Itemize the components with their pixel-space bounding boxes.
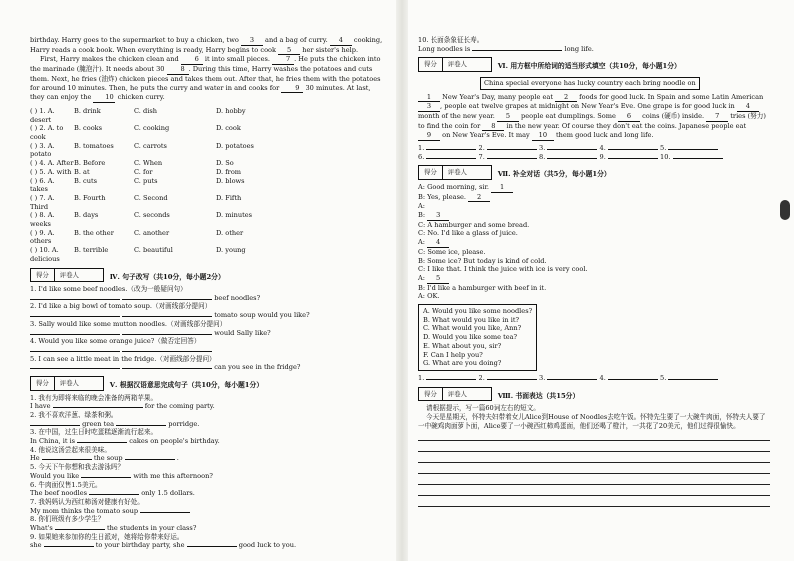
option-cell: D. young xyxy=(216,246,246,255)
section-4-items xyxy=(30,285,385,372)
option-cell: B. Before xyxy=(74,159,106,168)
grader-label: 评卷人 xyxy=(59,270,79,279)
option-cell: D. hobby xyxy=(216,106,246,115)
passage-text: them good luck and long life. xyxy=(553,131,654,140)
blank-number[interactable]: 8 xyxy=(167,65,189,75)
dialog-option: D. Would you like some tea? xyxy=(423,333,518,342)
option-cell: B. drink xyxy=(74,106,101,115)
answer-line xyxy=(30,524,385,533)
passage-text: and a bag of curry. xyxy=(262,36,330,44)
score-box xyxy=(418,387,492,401)
answer-blank[interactable] xyxy=(547,149,597,150)
option-cell: B. cooks xyxy=(74,124,103,133)
blank-number[interactable]: 9 xyxy=(281,84,303,94)
answer-line xyxy=(30,472,385,481)
score-box xyxy=(30,268,104,282)
question-text: 4. 他说这汤尝起来很美味。 xyxy=(30,445,111,454)
passage-text: tries (努力) to find the coin for xyxy=(418,111,766,130)
option-cell: D. Fifth xyxy=(216,193,242,202)
passage-text: New Year's Day, many people eat xyxy=(440,92,556,101)
answer-head: Would you like xyxy=(30,471,82,480)
option-cell: D. cook xyxy=(216,124,241,133)
answer-tail: for the coming party. xyxy=(142,402,215,411)
answer-blank[interactable] xyxy=(608,158,658,159)
question-text: 1. 我有为即将来临的晚会准备的两箱苹果。 xyxy=(30,393,158,402)
option-row xyxy=(30,246,385,263)
passage-text: month of the new year. xyxy=(418,111,497,120)
dialog-option: G. What are you doing? xyxy=(423,359,502,368)
answer-blank[interactable] xyxy=(673,158,723,159)
answer-line-2 xyxy=(418,153,770,162)
option-cell: C. Second xyxy=(134,193,168,202)
option-row xyxy=(30,142,385,159)
answer-segment: with me this afternoon? xyxy=(131,471,213,480)
dialog-blank[interactable]: 4 xyxy=(427,238,449,248)
passage-text: on New Year's Eve. It may xyxy=(440,131,532,140)
option-cell: C. cooking xyxy=(134,124,170,133)
blank[interactable] xyxy=(53,407,143,408)
answer-head: My mom thinks the tomato soup xyxy=(30,506,141,515)
blank-number[interactable]: 6 xyxy=(618,112,640,122)
question-text: 5. 今天下午你想和我去游泳吗？ xyxy=(30,463,125,472)
answer-blank[interactable] xyxy=(668,149,718,150)
option-row xyxy=(30,229,385,246)
answer-head: He xyxy=(30,454,42,463)
dialog-option: F. Can I help you? xyxy=(423,350,483,359)
blank[interactable] xyxy=(30,368,120,369)
score-label: 得分 xyxy=(419,388,443,400)
writing-line[interactable] xyxy=(418,463,770,474)
dialog-text: A: Good morning, sir. xyxy=(418,182,492,191)
writing-line[interactable] xyxy=(418,441,770,452)
blank-number[interactable]: 3 xyxy=(418,102,440,112)
blank-number[interactable]: 1 xyxy=(418,93,440,103)
answer-line xyxy=(30,454,385,463)
score-box xyxy=(418,57,492,71)
dialog-option: E. What about you, sir? xyxy=(423,341,502,350)
dialog-line xyxy=(418,221,770,230)
question-text: 8. 你们班级有多少学生？ xyxy=(30,515,105,524)
dialog-blank[interactable]: 1 xyxy=(491,183,513,193)
passage-text: cooking, Harry reads a cook book. When everything is ready, Harry begins to cook xyxy=(30,36,383,54)
answer-head: she xyxy=(30,541,44,550)
blank-number[interactable]: 5 xyxy=(278,46,300,56)
question-text: 1. I'd like some beef noodles.（改为一般疑问句） xyxy=(30,285,187,294)
section-8-title: Ⅷ. 书面表达（共15分） xyxy=(497,391,580,400)
passage-text: in the new year. Of course they don't eat the coins. Japanese people eat xyxy=(504,121,747,130)
answer-line xyxy=(30,489,385,498)
option-cell: C. for xyxy=(134,167,153,176)
option-cell: C. another xyxy=(134,228,170,237)
option-cell: ( ) 3. A. potato xyxy=(30,141,55,159)
answer-blank[interactable] xyxy=(426,379,476,380)
dialog-text: C: Some ice, please. xyxy=(418,247,486,256)
answer-blank[interactable] xyxy=(487,379,537,380)
dialog-text: C: No. I'd like a glass of juice. xyxy=(418,229,518,238)
option-row xyxy=(30,177,385,194)
grader-label: 评卷人 xyxy=(447,168,467,177)
dialog-text: B: Yes, please. xyxy=(418,192,469,201)
blank[interactable] xyxy=(122,351,212,352)
dialog-blank[interactable]: 5 xyxy=(427,274,449,284)
option-row xyxy=(30,168,385,177)
question-text: 7. 我妈妈认为西红柿汤对健康有好处。 xyxy=(30,497,144,506)
score-label: 得分 xyxy=(31,269,55,281)
answer-blank[interactable] xyxy=(487,158,537,159)
blank-number[interactable]: 9 xyxy=(418,131,440,141)
option-cell: C. carrots xyxy=(134,141,167,150)
item-10-fill xyxy=(418,45,770,54)
dialog-option: A. Would you like some noodles? xyxy=(423,307,533,316)
answer-blank[interactable] xyxy=(608,149,658,150)
option-cell: D. potatoes xyxy=(216,141,254,150)
option-cell: ( ) 2. A. to cook xyxy=(30,124,64,142)
score-label: 得分 xyxy=(419,166,443,178)
blank-number[interactable]: 10 xyxy=(93,93,115,103)
answer-segment: only 1.5 dollars. xyxy=(139,489,195,498)
answer-number: 2. xyxy=(478,144,487,153)
question-text: 2. 我不喜欢洋葱、绿茶和粥。 xyxy=(30,410,118,419)
blank[interactable] xyxy=(30,425,80,426)
answer-tail: tomato soup would you like? xyxy=(212,311,310,320)
passage-text: birthday. Harry goes to the supermarket to buy a chicken, two xyxy=(30,36,241,44)
blank[interactable] xyxy=(122,316,212,317)
section-4-header xyxy=(30,264,385,285)
section-5-items xyxy=(30,394,385,551)
answer-line-3 xyxy=(418,374,770,383)
answer-blank[interactable] xyxy=(668,379,718,380)
dialog-text: B: Some ice? But today is kind of cold. xyxy=(418,256,547,265)
cloze-passage xyxy=(30,36,385,103)
passage-text: , people eat twelve grapes at midnight on New Year's Eve. One grape is for good luck in xyxy=(440,102,737,111)
answer-number: 2. xyxy=(478,374,487,382)
right-column xyxy=(418,36,770,507)
answer-line xyxy=(30,363,385,372)
cloze-options xyxy=(30,107,385,264)
answer-line-1 xyxy=(418,144,770,153)
blank[interactable] xyxy=(30,351,120,352)
dialog-text: B: xyxy=(418,211,428,220)
option-cell: ( ) 7. A. Third xyxy=(30,193,55,211)
question-text: 5. I can see a little meat in the fridge.（对画线部分提问） xyxy=(30,354,216,363)
answer-number: 3. xyxy=(539,374,548,382)
question-text: 4. Would you like some orange juice?（做否定回答） xyxy=(30,337,201,346)
answer-segment: the soup xyxy=(91,454,125,463)
answer-number: 4. xyxy=(599,374,608,382)
dialog-text: B: I'd like a hamburger with beef in it. xyxy=(418,283,547,292)
option-cell: C. puts xyxy=(134,176,158,185)
answer-number: 4. xyxy=(599,144,608,153)
answer-line xyxy=(30,402,385,411)
writing-body: 今天是星期天，怀特夫妇带着女儿Alice到House of Noodles去吃午饭。怀特先生要了一大碗牛肉面，怀特夫人要了一中碗鸡肉面萝卜面，Alice要了一小碗西红柿鸡蛋面，他们还喝了橙汁，一共花了20美元，他们过得很愉快。 xyxy=(418,412,766,430)
answer-segment: green tea xyxy=(80,419,117,428)
option-cell: B. Fourth xyxy=(74,193,106,202)
answer-segment: to your birthday party, she xyxy=(93,541,187,550)
dialog-line xyxy=(418,193,770,203)
item-10 xyxy=(418,36,770,45)
answer-number: 9. xyxy=(599,152,608,161)
dialog-blank[interactable]: 3 xyxy=(427,211,449,221)
option-cell: ( ) 6. A. takes xyxy=(30,176,55,194)
blank-number[interactable]: 7 xyxy=(706,112,728,122)
option-cell: D. minutes xyxy=(216,211,253,220)
option-cell: D. So xyxy=(216,159,234,168)
passage-paragraph xyxy=(30,36,385,55)
answer-blank[interactable] xyxy=(426,149,476,150)
answer-number: 1. xyxy=(418,374,427,382)
blank-number[interactable]: 8 xyxy=(482,122,504,132)
dialog-line xyxy=(418,265,770,274)
dialog-text: C: I like that. I think the juice with ice is very cool. xyxy=(418,265,588,274)
grader-label: 评卷人 xyxy=(59,379,79,388)
dialog-option: B. What would you like in it? xyxy=(423,315,520,324)
option-row xyxy=(30,107,385,124)
answer-number: 10. xyxy=(660,152,673,161)
blank-number[interactable]: 10 xyxy=(532,131,554,141)
blank[interactable] xyxy=(122,368,212,369)
option-row xyxy=(30,194,385,211)
section-6-title: Ⅵ. 用方框中所给词的适当形式填空（共10分，每小题1分） xyxy=(497,62,681,71)
answer-number: 8. xyxy=(539,152,548,161)
dialog-line xyxy=(418,292,770,301)
item-10-text: 10. 长面条象征长寿。 xyxy=(418,36,484,44)
dialog-line xyxy=(418,238,770,248)
score-label: 得分 xyxy=(31,377,55,389)
blank[interactable] xyxy=(30,334,120,335)
answer-segment: . xyxy=(174,454,179,463)
blank-number[interactable]: 3 xyxy=(241,36,263,46)
passage-text: it into small pieces. xyxy=(202,55,273,64)
dialog-line xyxy=(418,229,770,238)
answer-head: I have xyxy=(30,402,53,411)
passage-text: First, Harry makes the chicken clean and xyxy=(40,55,181,64)
binding-tab xyxy=(780,200,790,220)
question-text: 3. Sally would like some mutton noodles.（对画线部分提问） xyxy=(30,319,227,328)
answer-line xyxy=(30,329,385,338)
answer-tail: can you see in the fridge? xyxy=(212,363,301,372)
question-text: 6. 牛肉面仅售1.5美元。 xyxy=(30,480,102,489)
dialog-line xyxy=(418,202,770,211)
writing-prompt: 请根据提示，写一篇60词左右的短文。 xyxy=(426,404,540,413)
blank[interactable] xyxy=(122,299,212,300)
answer-number: 5. xyxy=(660,374,669,382)
blank[interactable] xyxy=(125,459,175,460)
option-cell: ( ) 10. A. delicious xyxy=(30,246,60,263)
section-4-title: Ⅳ. 句子改写（共10分，每小题2分） xyxy=(109,272,225,281)
dialog-option: C. What would you like, Ann? xyxy=(423,324,522,333)
answer-line xyxy=(30,311,385,320)
option-cell: B. cuts xyxy=(74,176,98,185)
option-cell: B. terrible xyxy=(74,246,109,255)
option-row xyxy=(30,211,385,228)
dialog-line xyxy=(418,183,770,193)
option-cell: B. tomatoes xyxy=(74,141,114,150)
option-cell: C. When xyxy=(134,159,163,168)
answer-blank[interactable] xyxy=(608,379,658,380)
answer-segment: porridge. xyxy=(166,419,200,428)
option-cell: B. at xyxy=(74,167,90,176)
answer-blank[interactable] xyxy=(487,149,537,150)
section-8-header xyxy=(418,383,770,404)
dialog-line xyxy=(418,257,770,266)
dialog-blank[interactable]: 2 xyxy=(468,193,490,203)
dialog-line xyxy=(418,211,770,221)
passage-paragraph xyxy=(30,55,385,103)
answer-number: 6. xyxy=(418,152,427,161)
fill-passage xyxy=(418,93,770,142)
dialog-text: A: xyxy=(418,238,428,247)
answer-head: In China, it is xyxy=(30,437,78,446)
grader-label: 评卷人 xyxy=(447,60,467,69)
option-row xyxy=(30,159,385,168)
blank[interactable] xyxy=(89,494,139,495)
blank-number[interactable]: 6 xyxy=(181,55,203,65)
option-cell: D. other xyxy=(216,228,244,237)
fill-start: Long noodles is xyxy=(418,44,471,53)
option-cell: ( ) 8. A. weeks xyxy=(30,211,55,229)
answer-line xyxy=(30,437,385,446)
section-5-title: Ⅴ. 根据汉语意思完成句子（共10分，每小题1分） xyxy=(109,381,264,390)
blank[interactable] xyxy=(30,316,120,317)
blank[interactable] xyxy=(81,477,131,478)
answer-segment: the students in your class? xyxy=(104,524,197,533)
passage-text: coins (硬币) inside. xyxy=(639,111,707,120)
passage-text: . He puts the chicken into the marinade (腌泡汁). It needs about 30 xyxy=(30,55,381,74)
blank[interactable] xyxy=(472,50,562,51)
blank-number[interactable]: 5 xyxy=(497,112,519,122)
answer-blank[interactable] xyxy=(426,158,476,159)
answer-number: 1. xyxy=(418,144,427,153)
option-cell: C. dish xyxy=(134,106,157,115)
dialog-text: A: xyxy=(418,273,428,282)
score-label: 得分 xyxy=(419,58,443,70)
passage-text: chicken curry. xyxy=(115,93,165,102)
dialog-lines xyxy=(418,183,770,301)
score-box xyxy=(30,376,104,390)
blank[interactable] xyxy=(55,529,105,530)
score-box xyxy=(418,165,492,179)
option-cell: B. days xyxy=(74,211,99,220)
answer-segment: cakes on people's birthday. xyxy=(127,437,220,446)
option-cell: ( ) 9. A. others xyxy=(30,228,55,246)
page-gutter xyxy=(396,0,408,561)
dialog-line xyxy=(418,284,770,293)
blank[interactable] xyxy=(122,334,212,335)
answer-line xyxy=(30,541,385,550)
passage-text: people eat dumplings. Some xyxy=(518,111,618,120)
dialog-text: A: OK. xyxy=(418,292,440,301)
option-cell: C. beautiful xyxy=(134,246,173,255)
blank[interactable] xyxy=(116,425,166,426)
blank-number[interactable]: 7 xyxy=(272,55,294,65)
section-7-header xyxy=(418,161,770,182)
dialog-text: C: A hamburger and some bread. xyxy=(418,220,530,229)
option-cell: ( ) 5. A. with xyxy=(30,167,72,176)
dialog-options-box xyxy=(418,304,537,371)
option-cell: D. from xyxy=(216,167,242,176)
option-cell: ( ) 1. A. desert xyxy=(30,106,55,124)
writing-lines[interactable] xyxy=(418,430,770,507)
answer-head: What's xyxy=(30,524,55,533)
answer-blank[interactable] xyxy=(547,158,597,159)
option-cell: C. seconds xyxy=(134,211,170,220)
writing-line[interactable] xyxy=(418,430,770,441)
section-7-title: Ⅶ. 补全对话（共5分，每小题1分） xyxy=(497,170,611,179)
question-text: 2. I'd like a big bowl of tomato soup.（对画线部分提问） xyxy=(30,302,212,311)
answer-number: 7. xyxy=(478,152,487,161)
writing-line[interactable] xyxy=(418,485,770,496)
blank[interactable] xyxy=(77,442,127,443)
left-column xyxy=(30,36,385,550)
passage-text: . During this time, Harry washes the potatoes and cuts them. Next, he fries (油炸) chicken pieces and takes them out. After that, he fries them with the potatoes for around 10 minutes. Then, he puts the curry and water in and cooks for xyxy=(30,65,381,92)
blank[interactable] xyxy=(44,546,94,547)
answer-head: The beef noodles xyxy=(30,489,90,498)
dialog-text: A: xyxy=(418,202,425,211)
question-text: 9. 如果她来参加你的生日派对，她将给你带来好运。 xyxy=(30,532,184,541)
dialog-line xyxy=(418,274,770,284)
option-cell: D. blows xyxy=(216,176,245,185)
question-text: 3. 在中国，过生日时吃蛋糕逐渐流行起来。 xyxy=(30,428,158,437)
blank[interactable] xyxy=(140,512,190,513)
blank-number[interactable]: 4 xyxy=(330,36,352,46)
answer-number: 5. xyxy=(660,144,669,153)
grader-label: 评卷人 xyxy=(447,389,467,398)
fill-end: long life. xyxy=(564,44,594,53)
option-cell: ( ) 4. A. After xyxy=(30,159,74,168)
section-6-header xyxy=(418,53,770,74)
passage-text: 30 minutes. At last, they can enjoy the xyxy=(30,83,371,102)
option-row xyxy=(30,124,385,141)
writing-line[interactable] xyxy=(418,474,770,485)
section-5-header xyxy=(30,372,385,393)
blank-number[interactable]: 2 xyxy=(555,93,577,103)
answer-tail: would Sally like? xyxy=(212,328,271,337)
answer-tail: beef noodles? xyxy=(212,293,261,302)
blank[interactable] xyxy=(187,546,237,547)
passage-text: her sister's help. xyxy=(300,45,359,54)
passage-text: foods for good luck. In Spain and some Latin American xyxy=(577,92,764,101)
answer-line xyxy=(30,346,385,355)
writing-line[interactable] xyxy=(418,496,770,507)
writing-line[interactable] xyxy=(418,452,770,463)
dialog-line xyxy=(418,248,770,257)
word-box: China special everyone has lucky country each bring noodle on xyxy=(480,77,700,90)
option-cell: B. the other xyxy=(74,228,114,237)
blank-number[interactable]: 4 xyxy=(737,102,759,112)
answer-number: 3. xyxy=(539,144,548,153)
answer-blank[interactable] xyxy=(547,379,597,380)
answer-segment: good luck to you. xyxy=(236,541,297,550)
blank[interactable] xyxy=(42,459,92,460)
blank[interactable] xyxy=(30,299,120,300)
